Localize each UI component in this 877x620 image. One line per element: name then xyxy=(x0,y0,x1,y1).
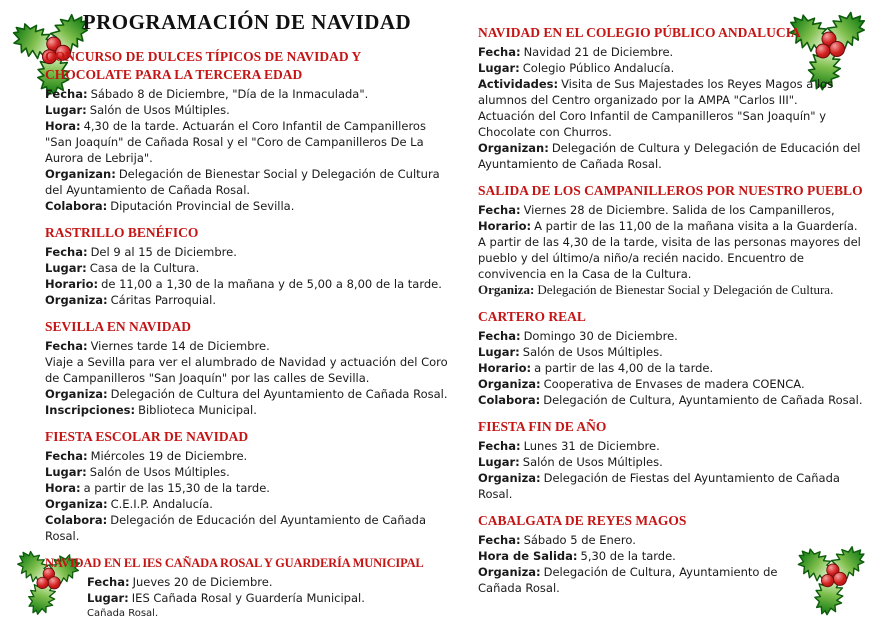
line-text: Salón de Usos Múltiples. xyxy=(89,465,230,479)
event-heading: NAVIDAD EN EL IES CAÑADA ROSAL Y GUARDERÍA MUNICIPAL xyxy=(45,556,424,570)
line-text: Delegación de Cultura, Ayuntamiento de Cañada Rosal. xyxy=(543,393,863,407)
line-label: Hora de Salida: xyxy=(478,549,578,563)
line-text: Cooperativa de Envases de madera COENCA. xyxy=(543,377,805,391)
line-label: Horario: xyxy=(45,277,99,291)
line-text: Miércoles 19 de Diciembre. xyxy=(90,449,248,463)
event-line xyxy=(45,464,449,480)
event-heading: FIESTA ESCOLAR DE NAVIDAD xyxy=(45,429,249,444)
event-section xyxy=(478,418,874,502)
line-text: Del 9 al 15 de Diciembre. xyxy=(90,245,237,259)
line-label: Lugar: xyxy=(45,465,87,479)
line-text: Delegación de Cultura y Delegación de Educación del Ayuntamiento de Cañada Rosal. xyxy=(478,141,861,171)
line-text: Cáritas Parroquial. xyxy=(110,293,217,307)
event-line xyxy=(45,86,449,102)
line-text: Navidad 21 de Diciembre. xyxy=(523,45,674,59)
event-section xyxy=(45,224,449,308)
event-section xyxy=(478,182,874,298)
document-title: PROGRAMACIÓN DE NAVIDAD xyxy=(82,10,412,34)
line-text: 4,30 de la tarde. Actuarán el Coro Infantil de Campanilleros "San Joaquín" de Cañada Rosal y el "Coro de Campanilleros De La Aurora de Lebrija". xyxy=(45,119,426,165)
line-label: Actividades: xyxy=(478,77,559,91)
line-text: Colegio Público Andalucía. xyxy=(522,61,675,75)
event-line xyxy=(478,344,874,360)
event-section xyxy=(45,428,449,544)
line-label: Horario: xyxy=(478,361,532,375)
line-text: Salón de Usos Múltiples. xyxy=(522,345,663,359)
event-line xyxy=(478,234,874,282)
line-text: IES Cañada Rosal y Guardería Municipal. xyxy=(131,591,365,605)
line-label: Fecha: xyxy=(478,533,521,547)
line-label: Fecha: xyxy=(45,339,88,353)
line-label: Organiza: xyxy=(45,497,108,511)
event-line xyxy=(478,202,874,218)
event-section xyxy=(478,308,874,408)
line-text: Viernes 28 de Diciembre. Salida de los Campanilleros, xyxy=(523,203,835,217)
line-text: A partir de las 4,30 de la tarde, visita de las personas mayores del pueblo y del último/a niño/a recién nacido. Encuentro de convivencia en la Casa de la Cultura. xyxy=(478,235,861,281)
line-label: Organiza: xyxy=(45,293,108,307)
line-label: Organiza: xyxy=(478,471,541,485)
event-line xyxy=(478,44,874,60)
event-section xyxy=(45,48,449,214)
line-text: Delegación de Cultura del Ayuntamiento de Cañada Rosal. xyxy=(110,387,448,401)
line-label: Lugar: xyxy=(478,345,520,359)
line-text: Delegación de Bienestar Social y Delegación de Cultura. xyxy=(537,282,834,297)
event-section xyxy=(478,24,874,172)
event-heading: FIESTA FIN DE AÑO xyxy=(478,419,607,434)
event-line xyxy=(45,338,449,354)
event-line xyxy=(478,438,874,454)
line-label: Fecha: xyxy=(87,575,130,589)
event-line xyxy=(45,166,449,198)
line-label: Lugar: xyxy=(45,103,87,117)
line-label: Hora: xyxy=(45,119,81,133)
line-label: Organizan: xyxy=(478,141,549,155)
line-text: Delegación de Bienestar Social y Delegación de Cultura del Ayuntamiento de Cañada Rosal. xyxy=(45,167,440,197)
line-text: Salón de Usos Múltiples. xyxy=(522,455,663,469)
event-line xyxy=(478,108,874,140)
event-line xyxy=(478,548,874,564)
line-label: Organiza: xyxy=(478,565,541,579)
line-label: Colabora: xyxy=(45,513,108,527)
event-line xyxy=(478,76,874,108)
line-text: C.E.I.P. Andalucía. xyxy=(110,497,213,511)
event-line xyxy=(45,402,449,418)
event-line xyxy=(45,244,449,260)
line-text: Actuación del Coro Infantil de Campanilleros "San Joaquín" y Chocolate con Churros. xyxy=(478,109,827,139)
line-label: Fecha: xyxy=(478,45,521,59)
event-line xyxy=(478,532,874,548)
event-line xyxy=(45,260,449,276)
event-line xyxy=(478,376,874,392)
event-line xyxy=(45,276,449,292)
line-text: Jueves 20 de Diciembre. xyxy=(132,575,273,589)
line-text: Casa de la Cultura. xyxy=(89,261,200,275)
line-text: Salón de Usos Múltiples. xyxy=(89,103,230,117)
event-line xyxy=(45,198,449,214)
event-section xyxy=(478,512,874,596)
line-label: Hora: xyxy=(45,481,81,495)
event-line xyxy=(45,496,449,512)
event-line xyxy=(478,282,874,298)
event-line xyxy=(45,448,449,464)
line-text: Domingo 30 de Diciembre. xyxy=(523,329,678,343)
line-text: Viaje a Sevilla para ver el alumbrado de Navidad y actuación del Coro de Campanilleros "San Joaquín" por las calles de Sevilla. xyxy=(45,355,448,385)
line-text: Delegación de Cultura, Ayuntamiento de Cañada Rosal. xyxy=(478,565,778,595)
line-text: de 11,00 a 1,30 de la mañana y de 5,00 a 8,00 de la tarde. xyxy=(101,277,442,291)
event-line xyxy=(478,564,808,596)
column-right xyxy=(478,24,874,606)
line-text: Lunes 31 de Diciembre. xyxy=(523,439,660,453)
line-text: Biblioteca Municipal. xyxy=(138,403,257,417)
event-section xyxy=(45,554,449,620)
line-label: Colabora: xyxy=(45,199,108,213)
event-line xyxy=(45,354,449,386)
event-line xyxy=(478,360,874,376)
line-label: Fecha: xyxy=(45,449,88,463)
event-line xyxy=(45,480,449,496)
event-line xyxy=(87,574,449,590)
line-label: Organiza: xyxy=(478,377,541,391)
event-heading: SEVILLA EN NAVIDAD xyxy=(45,319,192,334)
event-line xyxy=(45,102,449,118)
line-label: Fecha: xyxy=(478,329,521,343)
event-heading: CABALGATA DE REYES MAGOS xyxy=(478,513,687,528)
event-line xyxy=(87,606,449,620)
event-heading: CONCURSO DE DULCES TÍPICOS DE NAVIDAD Y CHOCOLATE PARA LA TERCERA EDAD xyxy=(45,49,361,82)
line-text: Visita de Sus Majestades los Reyes Magos a los alumnos del Centro organizado por la AMPA "Carlos III". xyxy=(478,77,834,107)
line-text: Cañada Rosal. xyxy=(87,608,159,619)
event-heading: SALIDA DE LOS CAMPANILLEROS POR NUESTRO PUEBLO xyxy=(478,183,863,198)
line-label: Organiza: xyxy=(478,282,535,297)
event-line xyxy=(45,118,449,166)
event-line xyxy=(45,292,449,308)
line-text: a partir de las 4,00 de la tarde. xyxy=(534,361,714,375)
line-text: 5,30 de la tarde. xyxy=(580,549,676,563)
event-section xyxy=(45,318,449,418)
event-line xyxy=(45,386,449,402)
column-left xyxy=(45,8,449,620)
line-label: Inscripciones: xyxy=(45,403,136,417)
event-line xyxy=(478,328,874,344)
event-line xyxy=(478,454,874,470)
line-label: Lugar: xyxy=(87,591,129,605)
event-line xyxy=(478,140,874,172)
line-label: Fecha: xyxy=(478,203,521,217)
line-label: Horario: xyxy=(478,219,532,233)
line-label: Lugar: xyxy=(478,61,520,75)
event-heading: RASTRILLO BENÉFICO xyxy=(45,225,199,240)
event-line xyxy=(478,60,874,76)
line-text: Sábado 5 de Enero. xyxy=(523,533,636,547)
event-heading: CARTERO REAL xyxy=(478,309,586,324)
line-text: Viernes tarde 14 de Diciembre. xyxy=(90,339,270,353)
event-line xyxy=(45,512,449,544)
event-line xyxy=(478,218,874,234)
line-label: Lugar: xyxy=(45,261,87,275)
line-text: a partir de las 15,30 de la tarde. xyxy=(83,481,270,495)
event-heading: NAVIDAD EN EL COLEGIO PÚBLICO ANDALUCIA xyxy=(478,25,801,40)
line-label: Organiza: xyxy=(45,387,108,401)
line-label: Fecha: xyxy=(45,245,88,259)
line-label: Lugar: xyxy=(478,455,520,469)
line-text: Delegación de Fiestas del Ayuntamiento de Cañada Rosal. xyxy=(478,471,840,501)
event-line xyxy=(87,590,449,606)
line-text: Delegación de Educación del Ayuntamiento de Cañada Rosal. xyxy=(45,513,427,543)
line-text: Diputación Provincial de Sevilla. xyxy=(110,199,295,213)
line-label: Organizan: xyxy=(45,167,116,181)
event-line xyxy=(478,392,874,408)
line-label: Colabora: xyxy=(478,393,541,407)
line-label: Fecha: xyxy=(45,87,88,101)
event-line xyxy=(478,470,874,502)
line-text: A partir de las 11,00 de la mañana visita a la Guardería. xyxy=(534,219,858,233)
line-text: Sábado 8 de Diciembre, "Día de la Inmaculada". xyxy=(90,87,369,101)
line-label: Fecha: xyxy=(478,439,521,453)
